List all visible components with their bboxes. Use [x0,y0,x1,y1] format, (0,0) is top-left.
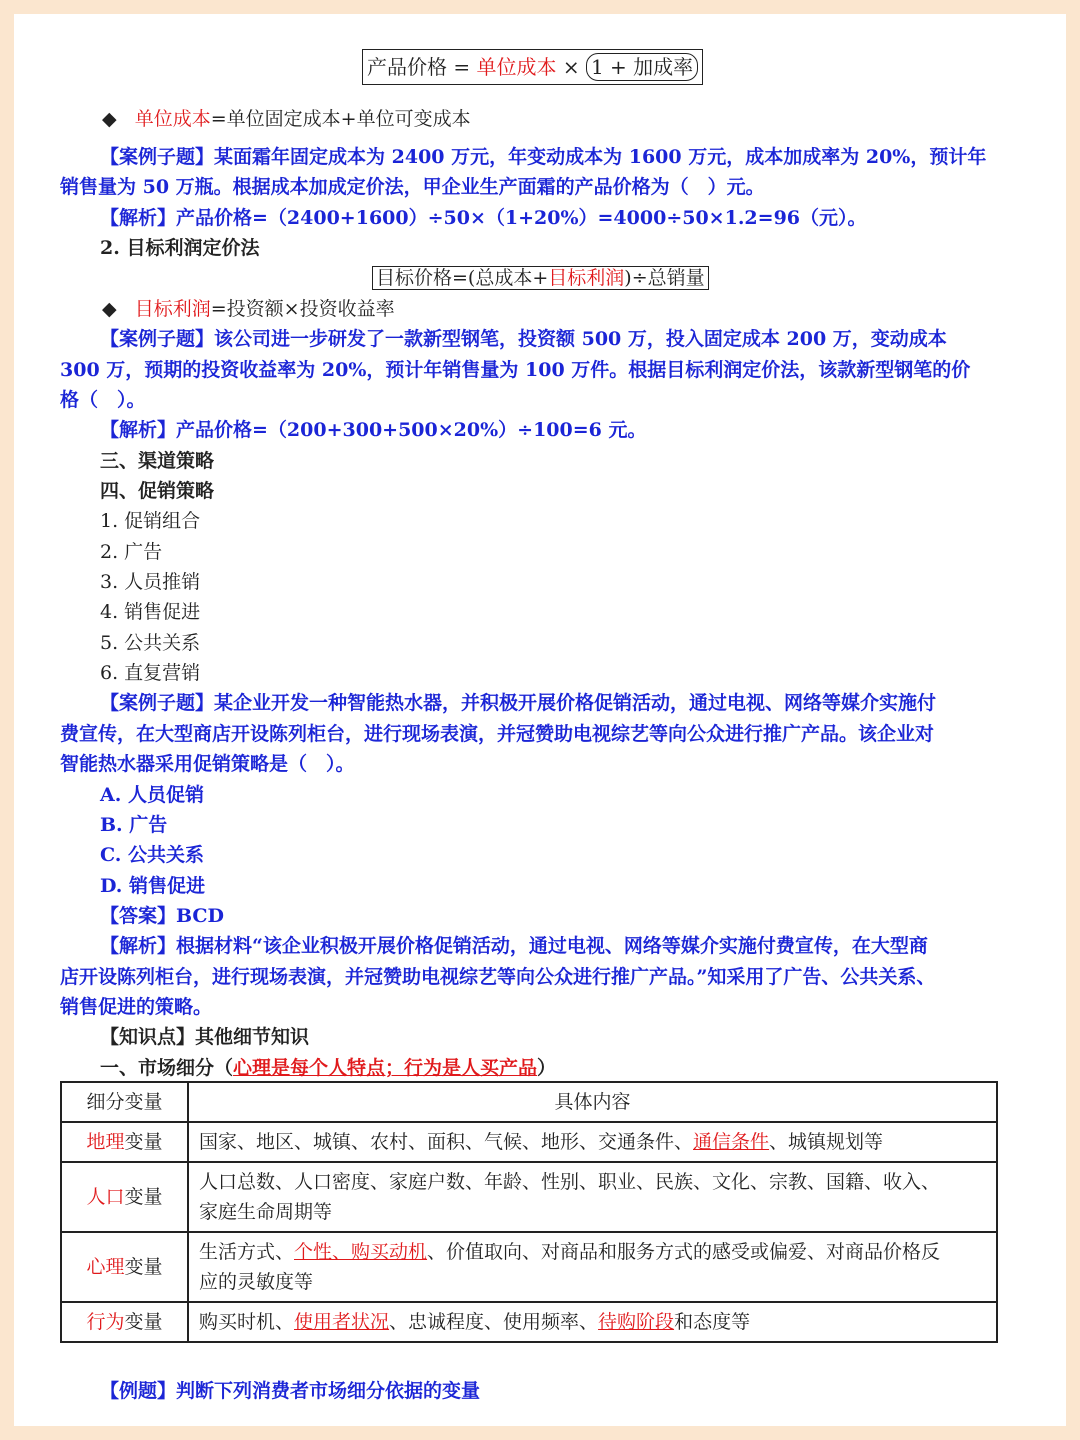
option-b: B. 广告 [100,814,168,836]
row-label: 心理变量 [61,1232,188,1302]
cost-plus-formula: 产品价格 = 单位成本 × 1 + 加成率 [362,49,703,85]
case3-exp2: 店开设陈列柜台，进行现场表演，并冠赞助电视综艺等向公众进行推广产品。”知采用了广告、公共关系、 [60,966,936,988]
case2-line3: 格（ ）。 [60,389,146,411]
list-item: 5. 公共关系 [100,632,201,654]
table-row [61,1162,997,1232]
case3-answer: 【答案】BCD [100,905,225,927]
table-header-cell: 细分变量 [61,1082,188,1122]
knowledge-heading: 【知识点】其他细节知识 [100,1026,310,1048]
bullet-target-profit: ◆ 目标利润=投资额×投资收益率 [102,298,395,320]
row-content: 生活方式、个性、购买动机、价值取向、对商品和服务方式的感受或偏爱、对商品价格反 应的灵敏度等 [188,1232,997,1302]
example-heading: 【例题】判断下列消费者市场细分依据的变量 [100,1380,481,1402]
row-content: 购买时机、使用者状况、忠诚程度、使用频率、待购阶段和态度等 [188,1302,997,1342]
case3-line2: 费宣传，在大型商店开设陈列柜台，进行现场表演，并冠赞助电视综艺等向公众进行推广产品。该企业对 [60,723,935,745]
table-row [61,1232,997,1302]
row-content: 人口总数、人口密度、家庭户数、年龄、性别、职业、民族、文化、宗教、国籍、收入、 家庭生命周期等 [188,1162,997,1232]
list-item: 4. 销售促进 [100,601,201,623]
case2-line2: 300 万，预期的投资收益率为 20%，预计年销售量为 100 万件。根据目标利润定价法，该款新型钢笔的价 [60,359,971,381]
case3-line1: 【案例子题】某企业开发一种智能热水器，并积极开展价格促销活动，通过电视、网络等媒介实施付 [100,692,937,714]
table-row [61,1122,997,1162]
segmentation-table [60,1081,998,1343]
case2-line1: 【案例子题】该公司进一步研发了一款新型钢笔，投资额 500 万，投入固定成本 200 万，变动成本 [100,328,947,350]
list-item: 1. 促销组合 [100,510,201,532]
option-c: C. 公共关系 [100,844,205,866]
market-segment-heading: 一、市场细分（心理是每个人特点；行为是人买产品） [100,1057,557,1079]
section-target-profit-title: 2. 目标利润定价法 [100,237,260,259]
diamond-bullet-icon: ◆ [102,298,117,320]
bullet-unit-cost: ◆ 单位成本=单位固定成本+单位可变成本 [102,108,471,130]
row-label: 行为变量 [61,1302,188,1342]
case1-line2: 销售量为 50 万瓶。根据成本加成定价法，甲企业生产面霜的产品价格为（ ）元。 [60,176,765,198]
table-header-row [61,1082,997,1122]
document-page [14,14,1066,1426]
case3-exp3: 销售促进的策略。 [60,996,213,1018]
list-item: 2. 广告 [100,541,163,563]
table-header-cell: 具体内容 [188,1082,997,1122]
case1-line1: 【案例子题】某面霜年固定成本为 2400 万元，年变动成本为 1600 万元，成本加成率为 20%，预计年 [100,146,987,168]
option-d: D. 销售促进 [100,875,206,897]
table-row [61,1302,997,1342]
case3-exp1: 【解析】根据材料“该企业积极开展价格促销活动，通过电视、网络等媒介实施付费宣传，在大型商 [100,935,928,957]
target-profit-formula: 目标价格=(总成本+目标利润)÷总销量 [372,263,709,293]
row-label: 地理变量 [61,1122,188,1162]
diamond-bullet-icon: ◆ [102,108,117,130]
list-item: 3. 人员推销 [100,571,201,593]
case3-line3: 智能热水器采用促销策略是（ ）。 [60,753,355,775]
heading-channel: 三、渠道策略 [100,450,215,472]
row-label: 人口变量 [61,1162,188,1232]
heading-promotion: 四、促销策略 [100,480,215,502]
row-content: 国家、地区、城镇、农村、面积、气候、地形、交通条件、通信条件、城镇规划等 [188,1122,997,1162]
case1-answer: 【解析】产品价格=（2400+1600）÷50×（1+20%）=4000÷50×1.2=96（元）。 [100,207,867,229]
option-a: A. 人员促销 [100,784,204,806]
list-item: 6. 直复营销 [100,662,201,684]
case2-answer: 【解析】产品价格=（200+300+500×20%）÷100=6 元。 [100,419,647,441]
